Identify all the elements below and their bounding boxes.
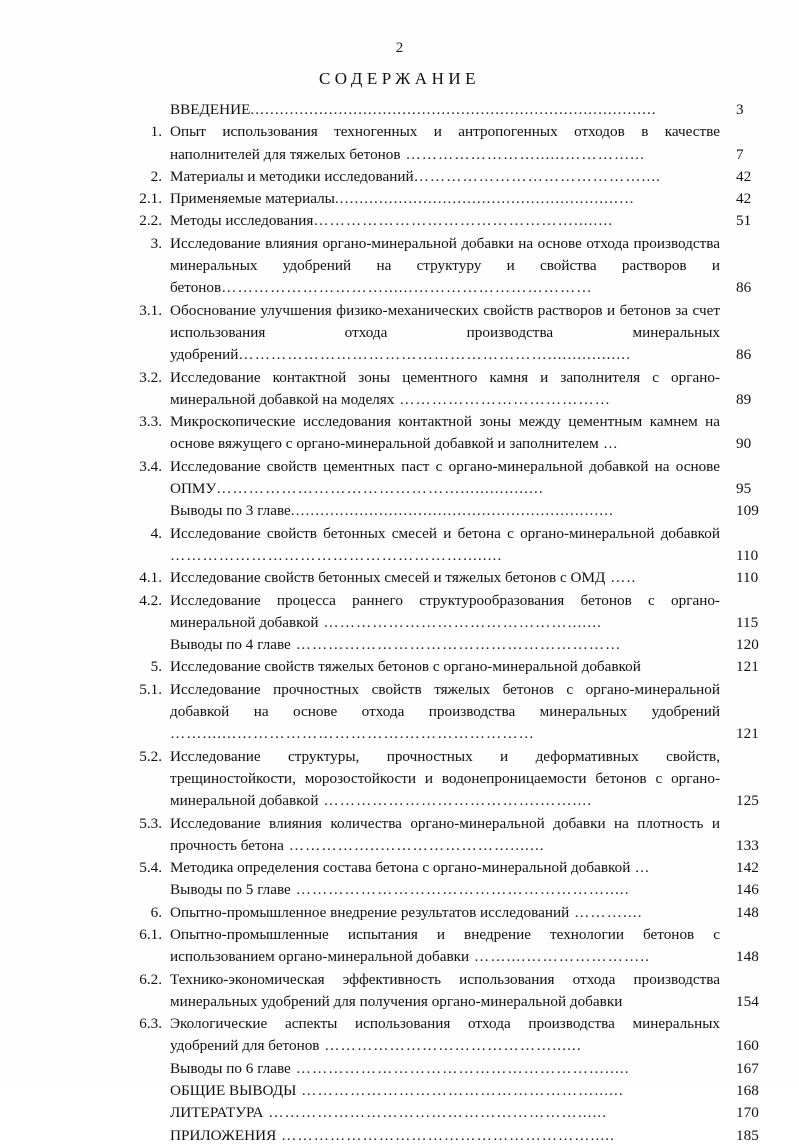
toc-dot-leader: ……………………………………......	[319, 1037, 582, 1055]
toc-entry-text	[170, 1013, 720, 1058]
toc-dot-leader: ...	[598, 435, 619, 453]
toc-entry[interactable]	[118, 1013, 778, 1058]
toc-dot-leader: …………………………………	[394, 390, 612, 408]
toc-entry[interactable]	[118, 367, 778, 412]
toc-entry-title: Опытно-промышленные испытания и внедрение технологии бетонов с использованием органо-минеральной добавки	[170, 925, 720, 966]
toc-entry[interactable]	[118, 813, 778, 858]
toc-entry-title: Исследование влияния органо-минеральной добавки на основе отхода производства минеральных удобрений на структуру и свойства растворов и бетонов	[170, 234, 720, 297]
toc-entry[interactable]	[118, 121, 778, 166]
toc-entry-title: Исследование свойств цементных паст с органо-минеральной добавкой на основе ОПМУ	[170, 457, 720, 498]
toc-entry-number: 5.4.	[139, 859, 162, 877]
toc-entry-body	[170, 679, 720, 746]
toc-entry-text	[170, 567, 720, 589]
toc-entry-number: 5.2.	[139, 747, 162, 765]
toc-entry-page-number: 167	[736, 1059, 759, 1077]
toc-entry-text	[170, 1058, 720, 1080]
toc-entry[interactable]	[118, 746, 778, 813]
toc-entry[interactable]	[118, 1058, 778, 1080]
page-title: СОДЕРЖАНИЕ	[318, 69, 481, 88]
toc-entry-page-number: 95	[736, 480, 752, 498]
toc-entry-body	[170, 902, 720, 924]
toc-entry-title: Материалы и методики исследований	[170, 167, 414, 185]
toc-entry-text	[170, 679, 720, 746]
toc-entry-number: 2.	[150, 167, 162, 185]
toc-entry-text	[170, 166, 720, 188]
toc-entry-text	[170, 210, 720, 232]
toc-dot-leader: …….......………………………….……………………	[170, 725, 535, 743]
toc-entry-body	[170, 813, 720, 858]
toc-dot-leader: ……………………………………....	[413, 167, 662, 185]
toc-entry-number: 5.	[150, 658, 162, 676]
toc-dot-leader: ……………………......…………...	[400, 145, 645, 163]
toc-entry[interactable]	[118, 879, 778, 901]
toc-entry-body	[170, 367, 720, 412]
toc-entry-text	[170, 879, 720, 901]
toc-entry-body	[170, 1080, 720, 1102]
toc-entry-title: Выводы по 5 главе	[170, 881, 291, 899]
toc-entry-page-number: 3	[736, 101, 744, 118]
toc-dot-leader: ………………………………………………….....	[290, 1059, 630, 1077]
toc-entry-body	[170, 523, 720, 568]
toc-entry-number: 6.1.	[139, 925, 162, 943]
toc-entry-title: ВВЕДЕНИЕ	[170, 101, 251, 118]
toc-entry-number: 4.	[150, 524, 162, 542]
toc-entry-page-number: 121	[736, 658, 759, 676]
toc-entry-body	[170, 456, 720, 501]
toc-entry-title: Исследование влияния количества органо-минеральной добавки на плотность и прочность бетона	[170, 814, 720, 854]
toc-entry-title: Исследование свойств тяжелых бетонов с органо-минеральной добавкой	[170, 658, 641, 676]
toc-entry-text	[170, 367, 720, 412]
toc-entry-page-number: 110	[736, 546, 759, 564]
toc-entry-page-number: 154	[736, 992, 759, 1010]
toc-entry-title: Выводы по 3 главе	[170, 502, 291, 520]
toc-entry-text	[170, 456, 720, 501]
toc-entry-text	[170, 902, 720, 924]
toc-entry-number: 5.1.	[139, 680, 162, 698]
toc-dot-leader: ……………..…………………….......	[283, 836, 545, 854]
toc-entry[interactable]	[118, 902, 778, 924]
toc-dot-leader: ...................................................................................	[250, 101, 657, 118]
toc-dot-leader: …………………………......……………………………	[221, 279, 593, 297]
toc-entry-body	[170, 1125, 720, 1147]
toc-entry-title: Опытно-промышленное внедрение результатов исследований	[170, 903, 570, 921]
toc-entry-page-number: 51	[736, 212, 752, 230]
toc-entry-number: 3.	[150, 234, 162, 252]
toc-entry-title: ПРИЛОЖЕНИЯ	[170, 1126, 277, 1144]
toc-entry-number: 3.4.	[139, 457, 162, 475]
toc-dot-leader: ………………………………………………….................	[238, 346, 632, 364]
toc-entry-title: Применяемые материалы	[170, 190, 335, 208]
toc-entry[interactable]	[118, 1102, 778, 1124]
toc-entry-title: Выводы по 6 главе	[170, 1059, 291, 1077]
toc-entry-number: 3.2.	[139, 368, 162, 386]
toc-entry-body	[170, 969, 720, 1014]
toc-entry-title: Обоснование улучшения физико-механических свойств растворов и бетонов за счет использования отхода производства минеральных удобрений	[170, 301, 720, 364]
toc-entry-text	[170, 857, 720, 879]
toc-entry-text	[170, 656, 720, 678]
toc-entry-title: Исследование контактной зоны цементного камня и заполнителя с органо-минеральной добавкой на моделях	[170, 368, 720, 408]
toc-entry-text	[170, 746, 720, 813]
toc-dot-leader: ……....…………………..	[469, 948, 651, 966]
toc-entry-title: Исследование процесса раннего структурообразования бетонов с органо-минеральной добавкой	[170, 591, 720, 631]
toc-entry-page-number: 170	[736, 1104, 759, 1122]
toc-entry-title: Микроскопические исследования контактной зоны между цементным камнем на основе вяжущего с органо-минеральной добавкой и заполнителем	[170, 413, 720, 453]
toc-entry[interactable]	[118, 924, 778, 969]
toc-entry-page-number: 125	[736, 792, 759, 810]
toc-entry[interactable]	[118, 679, 778, 746]
toc-entry[interactable]	[118, 500, 778, 522]
toc-entry-page-number: 121	[736, 725, 759, 743]
toc-entry-number: 4.1.	[139, 569, 162, 587]
toc-entry-text	[170, 1102, 720, 1124]
toc-entry[interactable]	[118, 590, 778, 635]
toc-entry-text	[170, 500, 720, 522]
toc-entry[interactable]	[118, 567, 778, 589]
toc-entry-text	[170, 233, 720, 300]
toc-dot-leader: ……………………………………….......	[318, 613, 603, 631]
toc-entry-number: 3.3.	[139, 413, 162, 431]
toc-entry-text	[170, 1125, 720, 1147]
toc-entry[interactable]	[118, 210, 778, 232]
toc-entry-text	[170, 924, 720, 969]
toc-entry-number: 4.2.	[139, 591, 162, 609]
toc-entry-body	[170, 857, 720, 879]
toc-dot-leader: ………....	[569, 903, 643, 921]
toc-entry-page-number: 7	[736, 145, 744, 163]
toc-entry-page-number: 86	[736, 346, 752, 364]
toc-entry-number: 2.2.	[139, 212, 162, 230]
toc-entry-number: 6.2.	[139, 970, 162, 988]
toc-entry-text	[170, 188, 720, 210]
toc-entry-body	[170, 879, 720, 901]
toc-entry-text	[170, 590, 720, 635]
toc-dot-leader: ………………………………………………......	[296, 1082, 624, 1100]
toc-entry[interactable]	[118, 656, 778, 678]
table-of-contents	[118, 99, 778, 1147]
toc-entry-text	[170, 523, 720, 568]
toc-entry-body	[170, 166, 720, 188]
toc-entry-body	[170, 300, 720, 367]
toc-entry-page-number: 148	[736, 903, 759, 921]
toc-entry-page-number: 148	[736, 948, 759, 966]
toc-entry-page-number: 89	[736, 390, 752, 408]
toc-entry-title: Опыт использования техногенных и антропогенных отходов в качестве наполнителей для тяжелых бетонов	[170, 123, 720, 163]
toc-entry-title: ОБЩИЕ ВЫВОДЫ	[170, 1082, 297, 1100]
toc-entry-body	[170, 1102, 720, 1124]
toc-entry-text	[170, 1080, 720, 1102]
toc-entry-title: Методика определения состава бетона с органо-минеральной добавкой	[170, 859, 631, 877]
toc-entry-title: ЛИТЕРАТУРА	[170, 1104, 264, 1122]
toc-dot-leader: ……………………………………………………	[290, 636, 622, 654]
toc-entry[interactable]	[118, 188, 778, 210]
toc-entry-text	[170, 99, 720, 121]
toc-entry-number: 6.	[150, 903, 162, 921]
toc-entry-number: 1.	[150, 123, 162, 141]
toc-entry[interactable]	[118, 300, 778, 367]
page-folio-number: 2	[395, 40, 404, 56]
toc-dot-leader: ..........................................................…	[334, 190, 636, 208]
toc-entry[interactable]	[118, 1125, 778, 1147]
toc-dot-leader: ……………………………………….................	[216, 480, 544, 498]
toc-entry-title: Выводы по 4 главе	[170, 636, 291, 654]
toc-dot-leader: ………………………………………………….....	[276, 1126, 616, 1144]
toc-entry-text	[170, 121, 720, 166]
toc-entry[interactable]	[118, 411, 778, 456]
toc-entry-body	[170, 746, 720, 813]
toc-entry-body	[170, 924, 720, 969]
toc-entry-page-number: 168	[736, 1082, 759, 1100]
toc-entry[interactable]	[118, 857, 778, 879]
toc-entry-title: Исследование свойств бетонных смесей и бетона с органо-минеральной добавкой	[170, 524, 720, 542]
toc-entry[interactable]	[118, 456, 778, 501]
toc-dot-leader: …..	[605, 569, 637, 587]
toc-entry-body	[170, 500, 720, 522]
toc-entry-number: 6.3.	[139, 1015, 162, 1033]
toc-entry-page-number: 115	[736, 613, 759, 631]
toc-entry-text	[170, 300, 720, 367]
toc-entry-page-number: 160	[736, 1037, 759, 1055]
toc-entry-body	[170, 210, 720, 232]
toc-entry-body	[170, 590, 720, 635]
toc-entry-page-number: 185	[736, 1126, 759, 1144]
toc-dot-leader: ………………………………………………….....	[290, 881, 630, 899]
toc-dot-leader: ...	[630, 859, 650, 877]
toc-entry-title: Экологические аспекты использования отхода производства минеральных удобрений для бетонов	[170, 1015, 720, 1055]
toc-entry-page-number: 120	[736, 636, 759, 654]
toc-dot-leader: …………………………………………………......	[263, 1104, 608, 1122]
toc-entry-page-number: 42	[736, 190, 752, 208]
toc-entry-body	[170, 656, 720, 678]
toc-entry-page-number: 142	[736, 859, 759, 877]
toc-entry-body	[170, 1013, 720, 1058]
toc-dot-leader: ………………………………………………........	[170, 546, 503, 564]
toc-entry-body	[170, 411, 720, 456]
toc-entry-body	[170, 121, 720, 166]
toc-entry-title: Технико-экономическая эффективность использования отхода производства минеральных удобрений для получения органо-минеральной добавки	[170, 970, 720, 1010]
toc-entry[interactable]	[118, 99, 778, 121]
toc-dot-leader: ………………………………….……....	[318, 792, 593, 810]
toc-entry-body	[170, 99, 720, 121]
toc-entry[interactable]	[118, 1080, 778, 1102]
toc-entry-body	[170, 188, 720, 210]
toc-entry-title: Исследование структуры, прочностных и деформативных свойств, трещиностойкости, морозостойкости и водонепроницаемости бетонов с органо-минеральной добавкой	[170, 747, 720, 810]
toc-entry-page-number: 110	[736, 569, 759, 587]
toc-entry-number: 5.3.	[139, 814, 162, 832]
toc-entry[interactable]	[118, 233, 778, 300]
toc-entry[interactable]	[118, 523, 778, 568]
toc-entry-body	[170, 634, 720, 656]
toc-entry[interactable]	[118, 969, 778, 1014]
toc-entry-body	[170, 567, 720, 589]
toc-entry-body	[170, 233, 720, 300]
toc-entry-title: Исследование свойств бетонных смесей и тяжелых бетонов с ОМД	[170, 569, 606, 587]
toc-dot-leader: …………………………………………........	[313, 212, 614, 230]
toc-entry-text	[170, 813, 720, 858]
toc-entry-number: 2.1.	[139, 190, 162, 208]
toc-entry-page-number: 146	[736, 881, 759, 899]
toc-entry-page-number: 86	[736, 279, 752, 297]
toc-entry-title: Методы исследования	[170, 212, 314, 230]
toc-entry[interactable]	[118, 166, 778, 188]
toc-entry-text	[170, 969, 720, 1014]
toc-entry-text	[170, 411, 720, 456]
toc-entry-text	[170, 634, 720, 656]
toc-entry-page-number: 133	[736, 836, 759, 854]
toc-dot-leader: ..................................................................	[290, 502, 614, 520]
toc-entry-body	[170, 1058, 720, 1080]
toc-entry-number: 3.1.	[139, 301, 162, 319]
toc-entry-page-number: 90	[736, 435, 752, 453]
toc-entry-page-number: 109	[736, 502, 759, 520]
toc-entry-page-number: 42	[736, 167, 752, 185]
toc-entry[interactable]	[118, 634, 778, 656]
toc-entry-title: Исследование прочностных свойств тяжелых бетонов с органо-минеральной добавкой на основе отхода производства минеральных удобрений	[170, 680, 720, 721]
